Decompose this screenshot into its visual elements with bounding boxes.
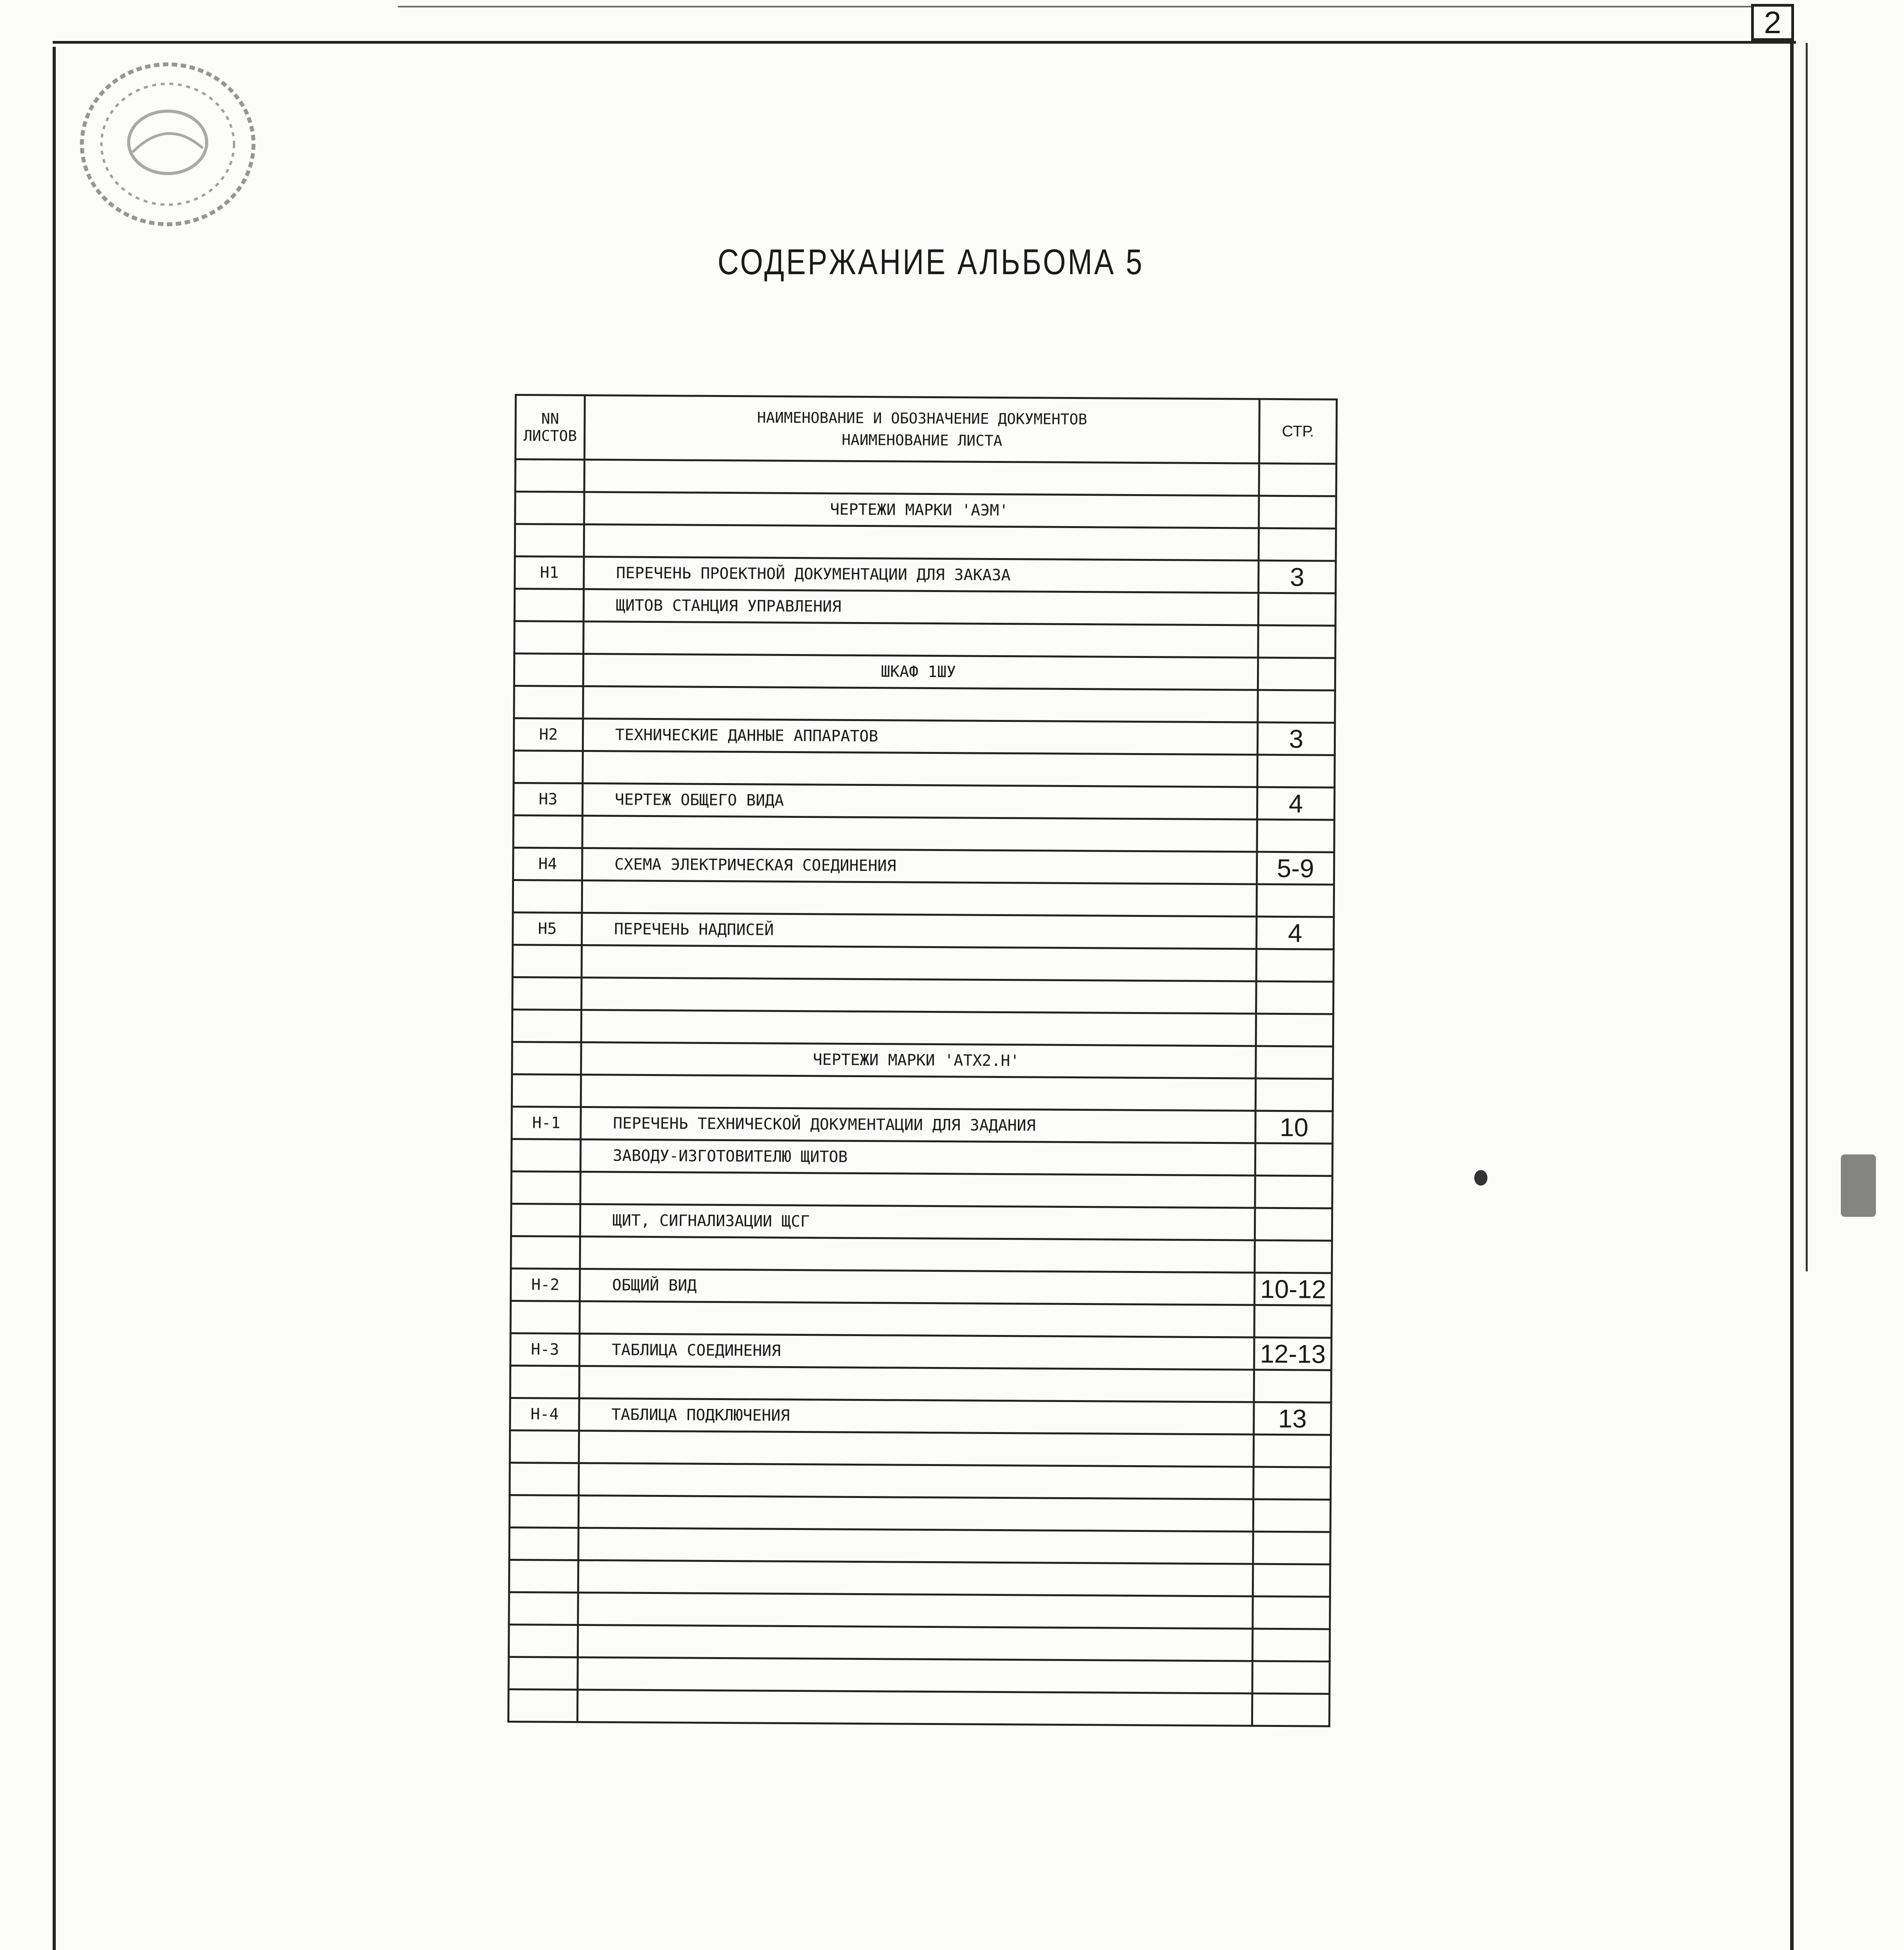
document-name-cell bbox=[580, 1172, 1255, 1208]
page-cell bbox=[1255, 1143, 1333, 1176]
page-cell bbox=[1257, 884, 1334, 917]
header-sheet-number bbox=[516, 395, 585, 460]
table-row bbox=[510, 1430, 1331, 1467]
table-row bbox=[513, 783, 1334, 820]
table-row bbox=[513, 880, 1334, 917]
sheet-number-cell bbox=[512, 1009, 581, 1042]
page-cell: 4 bbox=[1257, 916, 1334, 949]
page-cell bbox=[1253, 1532, 1330, 1564]
frame-right-inner-border bbox=[1806, 43, 1808, 1271]
sheet-number-cell bbox=[513, 880, 582, 913]
page-number: 2 bbox=[1751, 4, 1794, 41]
document-name-cell bbox=[581, 1010, 1256, 1046]
page-cell bbox=[1252, 1661, 1330, 1694]
table-row bbox=[511, 1333, 1331, 1370]
page-cell: 3 bbox=[1258, 722, 1335, 755]
table-row bbox=[511, 1236, 1332, 1273]
sheet-number-cell bbox=[512, 1042, 581, 1074]
table-row bbox=[514, 686, 1335, 723]
document-name-cell bbox=[578, 1657, 1252, 1693]
page-cell: 3 bbox=[1259, 560, 1336, 593]
page-cell bbox=[1258, 658, 1335, 690]
document-name-cell: ЧЕРТЕЖ ОБЩЕГО ВИДА bbox=[583, 783, 1257, 819]
table-row bbox=[509, 1495, 1330, 1532]
table-row bbox=[515, 459, 1336, 496]
document-name-cell bbox=[583, 621, 1258, 658]
document-name-cell bbox=[579, 1463, 1253, 1499]
frame-right-border bbox=[1790, 41, 1794, 1950]
sheet-number-cell bbox=[511, 1171, 581, 1204]
document-name-cell: ОБЩИЙ ВИД bbox=[580, 1269, 1255, 1305]
document-name-cell bbox=[584, 524, 1259, 560]
page-cell bbox=[1258, 625, 1335, 658]
page-cell bbox=[1258, 593, 1335, 626]
table-row bbox=[511, 1301, 1331, 1338]
sheet-number-cell bbox=[512, 945, 582, 977]
sheet-number-cell bbox=[509, 1624, 578, 1657]
sheet-number-cell bbox=[515, 459, 585, 492]
document-name-cell bbox=[578, 1689, 1252, 1726]
document-name-cell bbox=[578, 1560, 1253, 1596]
table-row bbox=[511, 1171, 1332, 1208]
document-title: СОДЕРЖАНИЕ АЛЬБОМА 5 bbox=[718, 242, 1144, 282]
table-row bbox=[514, 654, 1335, 691]
page-cell bbox=[1253, 1629, 1330, 1661]
table-row bbox=[512, 1074, 1333, 1111]
page-cell bbox=[1256, 1046, 1333, 1079]
document-name-cell: СХЕМА ЭЛЕКТРИЧЕСКАЯ СОЕДИНЕНИЯ bbox=[582, 848, 1257, 884]
page-cell bbox=[1254, 1370, 1331, 1402]
document-name-cell: ЧЕРТЕЖИ МАРКИ 'АЭМ' bbox=[584, 492, 1259, 528]
sheet-number-cell bbox=[514, 621, 584, 654]
table-row bbox=[509, 1624, 1330, 1661]
page-cell bbox=[1255, 1240, 1332, 1273]
document-name-cell bbox=[579, 1431, 1253, 1467]
table-row bbox=[510, 1365, 1331, 1402]
document-name-cell bbox=[584, 460, 1259, 496]
page-cell bbox=[1255, 1175, 1332, 1208]
page-cell: 13 bbox=[1254, 1402, 1331, 1435]
header-sheet-number-line2: ЛИСТОВ bbox=[523, 427, 577, 445]
document-name-cell: ЩИТОВ СТАНЦИЯ УПРАВЛЕНИЯ bbox=[583, 589, 1258, 625]
sheet-number-cell bbox=[509, 1527, 579, 1560]
sheet-number-cell bbox=[513, 815, 583, 848]
table-row bbox=[509, 1592, 1330, 1629]
table-row bbox=[512, 945, 1333, 982]
page-cell: 5-9 bbox=[1257, 852, 1334, 885]
sheet-number-cell bbox=[511, 1139, 581, 1172]
table-row bbox=[511, 1204, 1332, 1241]
sheet-number-cell: Н3 bbox=[513, 783, 583, 815]
page-cell bbox=[1256, 981, 1333, 1014]
sheet-number-cell bbox=[512, 1074, 581, 1107]
page-cell: 10 bbox=[1255, 1111, 1333, 1143]
table-row bbox=[515, 524, 1336, 561]
page-cell: 10-12 bbox=[1255, 1273, 1332, 1305]
page-cell bbox=[1259, 528, 1336, 561]
page-cell bbox=[1259, 496, 1336, 528]
sheet-number-cell bbox=[510, 1462, 579, 1495]
document-name-cell bbox=[580, 1301, 1254, 1337]
document-name-cell: ТАБЛИЦА СОЕДИНЕНИЯ bbox=[580, 1333, 1254, 1370]
sheet-number-cell bbox=[511, 1301, 580, 1333]
document-name-cell: ПЕРЕЧЕНЬ ТЕХНИЧЕСКОЙ ДОКУМЕНТАЦИИ ДЛЯ ЗАДАНИЯ bbox=[581, 1107, 1255, 1143]
round-stamp bbox=[74, 55, 261, 234]
document-name-cell bbox=[582, 880, 1257, 916]
frame-top-border bbox=[53, 41, 1796, 44]
header-sheet-number-line1: NN bbox=[541, 410, 559, 427]
sheet-number-cell: Н-2 bbox=[511, 1268, 580, 1301]
frame-top-thin-line bbox=[398, 6, 1751, 7]
page-cell bbox=[1253, 1596, 1330, 1629]
sheet-number-cell bbox=[511, 1204, 580, 1236]
document-name-cell: ШКАФ 1ШУ bbox=[583, 654, 1258, 690]
table-row bbox=[514, 589, 1335, 626]
page-cell bbox=[1257, 819, 1334, 852]
sheet-number-cell bbox=[514, 750, 583, 783]
sheet-number-cell: Н4 bbox=[513, 847, 583, 880]
header-document-name bbox=[585, 395, 1260, 464]
sheet-number-cell bbox=[509, 1657, 578, 1689]
page-cell: 12-13 bbox=[1254, 1337, 1331, 1370]
table-row bbox=[509, 1560, 1330, 1597]
document-name-cell bbox=[582, 815, 1257, 852]
table-row bbox=[514, 750, 1335, 787]
page-cell bbox=[1253, 1499, 1330, 1532]
header-document-name-line2: НАИМЕНОВАНИЕ ЛИСТА bbox=[842, 431, 1003, 449]
sheet-number-cell bbox=[509, 1495, 579, 1528]
sheet-number-cell: Н5 bbox=[513, 912, 582, 945]
page-cell bbox=[1256, 949, 1333, 982]
page-cell: 4 bbox=[1257, 787, 1335, 820]
document-name-cell bbox=[578, 1625, 1253, 1661]
sheet-number-cell bbox=[509, 1592, 578, 1625]
document-name-cell bbox=[583, 751, 1257, 787]
document-name-cell: ЗАВОДУ-ИЗГОТОВИТЕЛЮ ЩИТОВ bbox=[581, 1139, 1255, 1175]
sheet-number-cell: Н2 bbox=[514, 718, 583, 751]
sheet-number-cell bbox=[515, 524, 584, 557]
table-row bbox=[510, 1462, 1331, 1500]
table-row bbox=[509, 1527, 1330, 1564]
table-row bbox=[512, 1106, 1333, 1143]
document-name-cell bbox=[583, 686, 1258, 722]
table-row bbox=[512, 1042, 1333, 1079]
table-row bbox=[515, 492, 1336, 529]
table-row bbox=[514, 621, 1335, 658]
page-cell bbox=[1257, 755, 1335, 787]
sheet-number-cell bbox=[514, 589, 584, 622]
page-cell bbox=[1259, 463, 1336, 496]
scan-speck bbox=[1474, 1170, 1487, 1186]
page-cell bbox=[1253, 1467, 1331, 1500]
table-row bbox=[515, 557, 1336, 594]
sheet-number-cell: Н-3 bbox=[511, 1333, 580, 1366]
table-row bbox=[514, 718, 1335, 755]
sheet-number-cell bbox=[509, 1560, 578, 1592]
document-name-cell bbox=[581, 977, 1256, 1014]
document-name-cell bbox=[578, 1592, 1253, 1629]
table-row bbox=[511, 1139, 1332, 1176]
sheet-number-cell bbox=[514, 654, 583, 686]
table-row bbox=[513, 847, 1334, 885]
document-name-cell bbox=[579, 1495, 1253, 1532]
sheet-number-cell bbox=[510, 1430, 579, 1463]
page-cell bbox=[1256, 1014, 1333, 1046]
page-cell bbox=[1253, 1434, 1331, 1467]
document-name-cell: ТАБЛИЦА ПОДКЛЮЧЕНИЯ bbox=[579, 1398, 1254, 1434]
table-row bbox=[512, 977, 1333, 1014]
document-name-cell bbox=[581, 945, 1256, 981]
sheet-number-cell: Н-4 bbox=[510, 1398, 580, 1431]
table-row bbox=[513, 815, 1334, 852]
table-row bbox=[512, 1009, 1333, 1046]
sheet-number-cell: Н1 bbox=[515, 557, 584, 589]
document-name-cell: ТЕХНИЧЕСКИЕ ДАННЫЕ АППАРАТОВ bbox=[583, 718, 1258, 755]
document-name-cell: ЧЕРТЕЖИ МАРКИ 'АТХ2.Н' bbox=[581, 1042, 1256, 1078]
sheet-number-cell bbox=[515, 492, 585, 525]
document-name-cell: ПЕРЕЧЕНЬ ПРОЕКТНОЙ ДОКУМЕНТАЦИИ ДЛЯ ЗАКАЗА bbox=[584, 557, 1259, 593]
header-page: СТР. bbox=[1259, 399, 1337, 464]
scan-smudge bbox=[1841, 1154, 1876, 1217]
frame-left-border bbox=[53, 47, 56, 1950]
sheet-number-cell bbox=[512, 977, 582, 1010]
page-cell bbox=[1253, 1564, 1330, 1597]
document-name-cell: ПЕРЕЧЕНЬ НАДПИСЕЙ bbox=[582, 913, 1257, 949]
header-document-name-line1: НАИМЕНОВАНИЕ И ОБОЗНАЧЕНИЕ ДОКУМЕНТОВ bbox=[757, 409, 1087, 428]
page-cell bbox=[1252, 1693, 1330, 1726]
table-body bbox=[508, 459, 1336, 1727]
page-cell bbox=[1255, 1078, 1333, 1111]
contents-table bbox=[507, 394, 1338, 1727]
document-name-cell: ЩИТ, СИГНАЛИЗАЦИИ ЩСГ bbox=[580, 1204, 1255, 1240]
document-name-cell bbox=[581, 1074, 1256, 1111]
table-row bbox=[509, 1657, 1330, 1694]
table-header-row bbox=[516, 395, 1337, 464]
sheet-number-cell bbox=[511, 1236, 580, 1269]
document-name-cell bbox=[580, 1236, 1255, 1273]
document-name-cell bbox=[579, 1366, 1254, 1402]
sheet-number-cell bbox=[510, 1365, 580, 1398]
sheet-number-cell bbox=[514, 686, 583, 719]
page-cell bbox=[1254, 1305, 1331, 1338]
table-row bbox=[510, 1398, 1331, 1435]
sheet-number-cell bbox=[508, 1689, 578, 1722]
table-row bbox=[513, 912, 1334, 949]
table-row bbox=[511, 1268, 1332, 1305]
document-name-cell bbox=[578, 1528, 1253, 1564]
page-cell bbox=[1258, 690, 1335, 723]
page-cell bbox=[1255, 1208, 1332, 1241]
sheet-number-cell: Н-1 bbox=[512, 1106, 581, 1139]
table-row bbox=[508, 1689, 1329, 1726]
